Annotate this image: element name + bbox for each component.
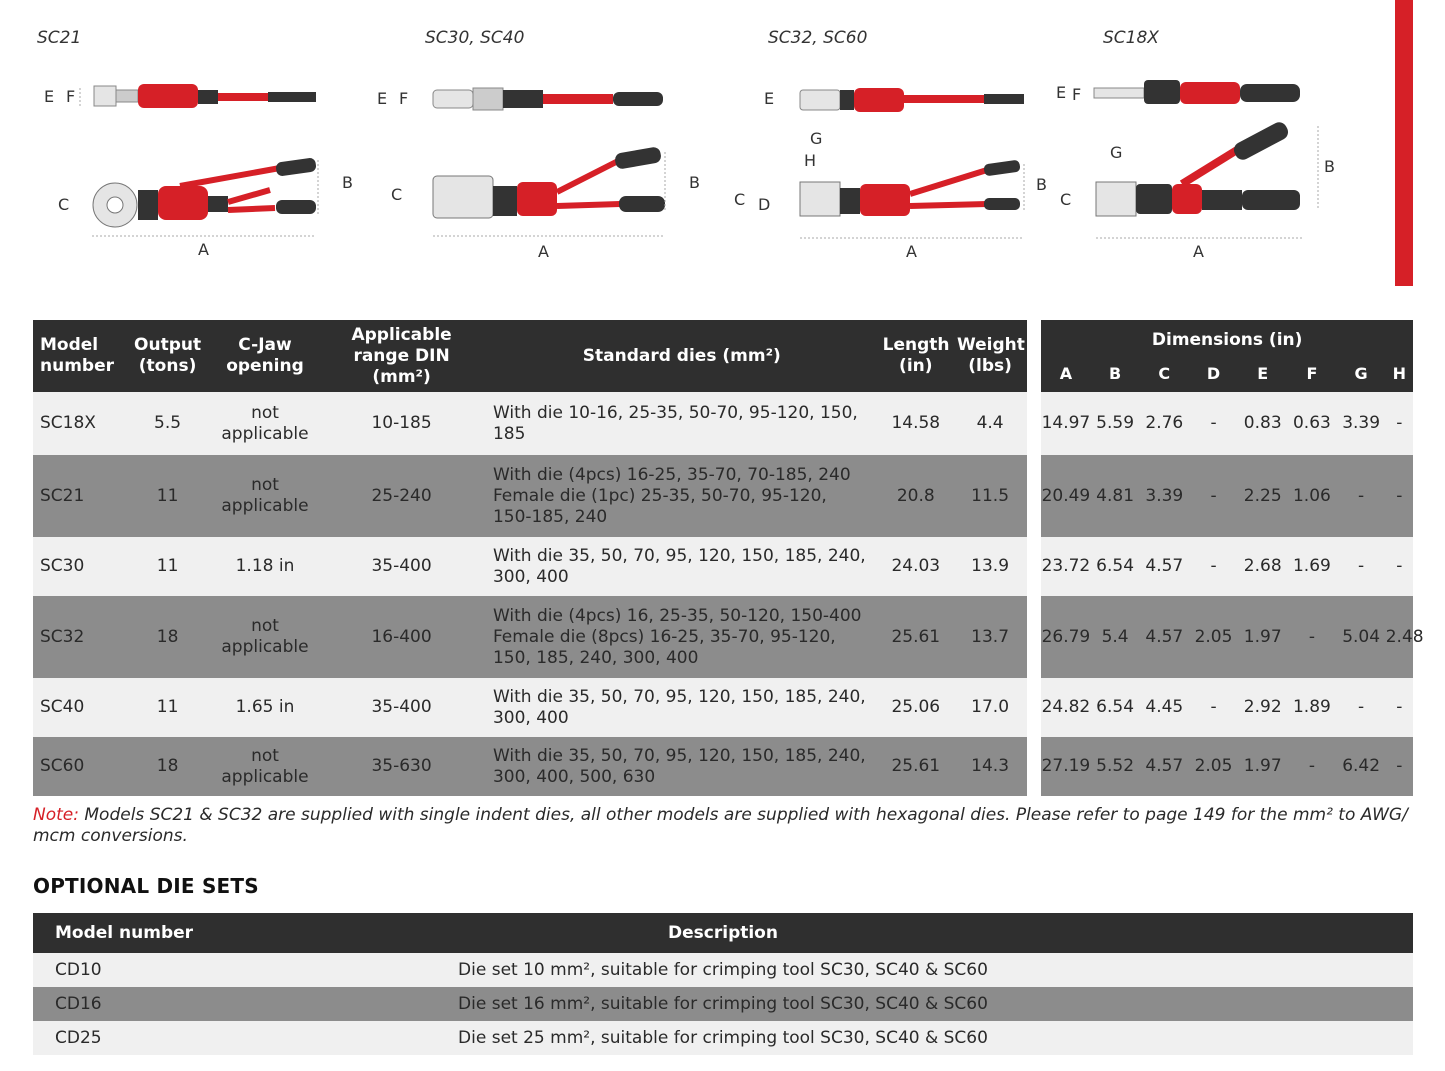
model-cell: SC32 bbox=[33, 596, 123, 678]
dim-f-cell: - bbox=[1287, 737, 1336, 796]
opt-header-description: Description bbox=[333, 913, 1413, 953]
dim-a-cell: 24.82 bbox=[1041, 678, 1090, 737]
dim-h-cell: - bbox=[1386, 455, 1413, 537]
dim-e-cell: 2.25 bbox=[1238, 455, 1287, 537]
dim-d-cell: - bbox=[1189, 678, 1238, 737]
dim-a-cell: 26.79 bbox=[1041, 596, 1090, 678]
header-dimensions: Dimensions (in) bbox=[1041, 320, 1413, 354]
dim-f-cell: 1.69 bbox=[1287, 537, 1336, 596]
header-dim-c: C bbox=[1140, 354, 1189, 392]
dim-letter-a: A bbox=[906, 242, 917, 261]
dim-c-cell: 4.45 bbox=[1140, 678, 1189, 737]
table-row bbox=[33, 596, 1413, 678]
dim-f-cell: 0.63 bbox=[1287, 392, 1336, 455]
dim-letter-a: A bbox=[198, 240, 209, 259]
header-dim-f: F bbox=[1287, 354, 1336, 392]
dim-h-cell: - bbox=[1386, 737, 1413, 796]
dim-d-cell: - bbox=[1189, 392, 1238, 455]
output-cell: 5.5 bbox=[123, 392, 211, 455]
cjaw-cell: 1.65 in bbox=[212, 678, 318, 737]
dim-h-cell: 2.48 bbox=[1386, 596, 1413, 678]
dim-g-cell: 3.39 bbox=[1337, 392, 1386, 455]
tool-label-sc21: SC21 bbox=[37, 28, 82, 48]
dim-letter-e: E bbox=[1056, 83, 1067, 102]
opt-model-cell: CD16 bbox=[33, 987, 333, 1021]
opt-header-model-number: Model number bbox=[33, 913, 333, 953]
tool-label-sc30-sc40: SC30, SC40 bbox=[425, 28, 525, 48]
range-cell: 10-185 bbox=[318, 392, 485, 455]
column-gap bbox=[1027, 737, 1041, 796]
dim-b-cell: 5.4 bbox=[1091, 596, 1140, 678]
range-cell: 35-630 bbox=[318, 737, 485, 796]
length-cell: 24.03 bbox=[879, 537, 953, 596]
dim-letter-g: G bbox=[810, 129, 823, 148]
dim-b-cell: 4.81 bbox=[1091, 455, 1140, 537]
dim-g-cell: 6.42 bbox=[1337, 737, 1386, 796]
dim-letter-b: B bbox=[1036, 175, 1047, 194]
dim-g-cell: - bbox=[1337, 537, 1386, 596]
dim-f-cell: - bbox=[1287, 596, 1336, 678]
dim-letter-f: F bbox=[66, 87, 76, 106]
dim-letter-b: B bbox=[689, 173, 700, 192]
dim-a-cell: 14.97 bbox=[1041, 392, 1090, 455]
dim-c-cell: 4.57 bbox=[1140, 537, 1189, 596]
output-cell: 11 bbox=[123, 537, 211, 596]
dim-letter-f: F bbox=[399, 89, 409, 108]
range-cell: 16-400 bbox=[318, 596, 485, 678]
weight-cell: 14.3 bbox=[953, 737, 1027, 796]
weight-cell: 13.7 bbox=[953, 596, 1027, 678]
dim-c-cell: 4.57 bbox=[1140, 596, 1189, 678]
dim-h-cell: - bbox=[1386, 392, 1413, 455]
range-cell: 25-240 bbox=[318, 455, 485, 537]
opt-model-cell: CD25 bbox=[33, 1021, 333, 1055]
dim-a-cell: 23.72 bbox=[1041, 537, 1090, 596]
header-model-number: Model number bbox=[33, 320, 123, 392]
dim-d-cell: - bbox=[1189, 455, 1238, 537]
table-row bbox=[33, 953, 1413, 987]
model-cell: SC60 bbox=[33, 737, 123, 796]
weight-cell: 4.4 bbox=[953, 392, 1027, 455]
dim-letter-a: A bbox=[538, 242, 549, 261]
accent-bar bbox=[1395, 0, 1413, 286]
length-cell: 20.8 bbox=[879, 455, 953, 537]
note-text: Models SC21 & SC32 are supplied with single indent dies, all other models are supplied with hexagonal dies. Please refer to page 149 for the mm² to AWG/ mcm conversions. bbox=[33, 805, 1408, 846]
dim-e-cell: 2.68 bbox=[1238, 537, 1287, 596]
header-dim-a: A bbox=[1041, 354, 1090, 392]
table-row bbox=[33, 455, 1413, 537]
cjaw-cell: not applicable bbox=[212, 392, 318, 455]
output-cell: 18 bbox=[123, 737, 211, 796]
header-dim-e: E bbox=[1238, 354, 1287, 392]
dim-letter-a: A bbox=[1193, 242, 1204, 261]
header-applicable-range: Applicable range DIN (mm²) bbox=[318, 320, 485, 392]
dim-letter-b: B bbox=[1324, 157, 1335, 176]
dim-a-cell: 20.49 bbox=[1041, 455, 1090, 537]
dim-b-cell: 5.59 bbox=[1091, 392, 1140, 455]
dim-a-cell: 27.19 bbox=[1041, 737, 1090, 796]
tool-drawing-sc30-sc40 bbox=[375, 60, 715, 270]
dim-b-cell: 6.54 bbox=[1091, 537, 1140, 596]
opt-model-cell: CD10 bbox=[33, 953, 333, 987]
table-row bbox=[33, 1021, 1413, 1055]
dies-cell: With die 35, 50, 70, 95, 120, 150, 185, 240, 300, 400 bbox=[485, 537, 879, 596]
length-cell: 14.58 bbox=[879, 392, 953, 455]
cjaw-cell: not applicable bbox=[212, 596, 318, 678]
model-cell: SC18X bbox=[33, 392, 123, 455]
range-cell: 35-400 bbox=[318, 537, 485, 596]
dim-d-cell: 2.05 bbox=[1189, 737, 1238, 796]
table-row bbox=[33, 392, 1413, 455]
table-row bbox=[33, 987, 1413, 1021]
opt-description-cell: Die set 16 mm², suitable for crimping tool SC30, SC40 & SC60 bbox=[333, 987, 1413, 1021]
dim-letter-c: C bbox=[1060, 190, 1072, 209]
output-cell: 11 bbox=[123, 455, 211, 537]
dies-cell: With die 35, 50, 70, 95, 120, 150, 185, 240, 300, 400, 500, 630 bbox=[485, 737, 879, 796]
table-row bbox=[33, 537, 1413, 596]
header-cjaw-opening: C-Jaw opening bbox=[212, 320, 318, 392]
cjaw-cell: 1.18 in bbox=[212, 537, 318, 596]
model-cell: SC40 bbox=[33, 678, 123, 737]
note bbox=[33, 805, 1413, 847]
dim-f-cell: 1.06 bbox=[1287, 455, 1336, 537]
dim-c-cell: 3.39 bbox=[1140, 455, 1189, 537]
dim-letter-e: E bbox=[764, 89, 775, 108]
opt-description-cell: Die set 10 mm², suitable for crimping tool SC30, SC40 & SC60 bbox=[333, 953, 1413, 987]
note-label: Note: bbox=[33, 805, 79, 825]
dies-cell: With die 35, 50, 70, 95, 120, 150, 185, 240, 300, 400 bbox=[485, 678, 879, 737]
spec-table-body bbox=[33, 392, 1424, 796]
column-gap bbox=[1027, 392, 1041, 455]
length-cell: 25.61 bbox=[879, 737, 953, 796]
header-length: Length (in) bbox=[879, 320, 953, 392]
dies-cell: With die (4pcs) 16, 25-35, 50-120, 150-400 Female die (8pcs) 16-25, 35-70, 95-120, 150, 185, 240, 300, 400 bbox=[485, 596, 879, 678]
header-dim-h: H bbox=[1386, 354, 1413, 392]
dies-cell: With die (4pcs) 16-25, 35-70, 70-185, 240 Female die (1pc) 25-35, 50-70, 95-120, 150-185, 240 bbox=[485, 455, 879, 537]
dim-f-cell: 1.89 bbox=[1287, 678, 1336, 737]
dim-letter-f: F bbox=[1072, 85, 1082, 104]
model-cell: SC21 bbox=[33, 455, 123, 537]
dim-letter-c: C bbox=[58, 195, 70, 214]
dim-e-cell: 1.97 bbox=[1238, 596, 1287, 678]
header-dim-b: B bbox=[1091, 354, 1140, 392]
dim-letter-c: C bbox=[734, 190, 746, 209]
spec-table bbox=[33, 320, 1424, 796]
dim-e-cell: 0.83 bbox=[1238, 392, 1287, 455]
column-gap bbox=[1027, 455, 1041, 537]
dim-d-cell: 2.05 bbox=[1189, 596, 1238, 678]
header-dim-d: D bbox=[1189, 354, 1238, 392]
column-gap bbox=[1027, 596, 1041, 678]
column-gap bbox=[1027, 320, 1041, 392]
dim-letter-b: B bbox=[342, 173, 353, 192]
dim-letter-h: H bbox=[804, 151, 817, 170]
header-standard-dies: Standard dies (mm²) bbox=[485, 320, 879, 392]
optional-die-sets-title: OPTIONAL DIE SETS bbox=[33, 874, 259, 898]
dim-b-cell: 5.52 bbox=[1091, 737, 1140, 796]
dim-letter-d: D bbox=[758, 195, 771, 214]
dim-h-cell: - bbox=[1386, 537, 1413, 596]
dim-h-cell: - bbox=[1386, 678, 1413, 737]
dim-e-cell: 2.92 bbox=[1238, 678, 1287, 737]
length-cell: 25.06 bbox=[879, 678, 953, 737]
tool-drawing-sc18x bbox=[1052, 60, 1352, 270]
cjaw-cell: not applicable bbox=[212, 737, 318, 796]
dim-e-cell: 1.97 bbox=[1238, 737, 1287, 796]
range-cell: 35-400 bbox=[318, 678, 485, 737]
output-cell: 18 bbox=[123, 596, 211, 678]
weight-cell: 13.9 bbox=[953, 537, 1027, 596]
table-row bbox=[33, 678, 1413, 737]
dim-g-cell: - bbox=[1337, 678, 1386, 737]
dim-g-cell: - bbox=[1337, 455, 1386, 537]
header-weight: Weight (lbs) bbox=[953, 320, 1027, 392]
weight-cell: 11.5 bbox=[953, 455, 1027, 537]
optional-die-sets-table bbox=[33, 913, 1413, 1055]
dies-cell: With die 10-16, 25-35, 50-70, 95-120, 150, 185 bbox=[485, 392, 879, 455]
dim-letter-e: E bbox=[377, 89, 388, 108]
dim-letter-g: G bbox=[1110, 143, 1123, 162]
length-cell: 25.61 bbox=[879, 596, 953, 678]
dim-letter-c: C bbox=[391, 185, 403, 204]
column-gap bbox=[1027, 678, 1041, 737]
weight-cell: 17.0 bbox=[953, 678, 1027, 737]
opt-description-cell: Die set 25 mm², suitable for crimping tool SC30, SC40 & SC60 bbox=[333, 1021, 1413, 1055]
output-cell: 11 bbox=[123, 678, 211, 737]
cjaw-cell: not applicable bbox=[212, 455, 318, 537]
header-output: Output (tons) bbox=[123, 320, 211, 392]
dim-b-cell: 6.54 bbox=[1091, 678, 1140, 737]
column-gap bbox=[1027, 537, 1041, 596]
dim-c-cell: 4.57 bbox=[1140, 737, 1189, 796]
tool-drawing-sc32-sc60 bbox=[732, 60, 1062, 270]
dim-letter-e: E bbox=[44, 87, 55, 106]
table-row bbox=[33, 737, 1413, 796]
dim-c-cell: 2.76 bbox=[1140, 392, 1189, 455]
dim-g-cell: 5.04 bbox=[1337, 596, 1386, 678]
model-cell: SC30 bbox=[33, 537, 123, 596]
dim-d-cell: - bbox=[1189, 537, 1238, 596]
tool-label-sc32-sc60: SC32, SC60 bbox=[768, 28, 868, 48]
tool-drawing-sc21 bbox=[40, 60, 370, 270]
tool-label-sc18x: SC18X bbox=[1103, 28, 1159, 48]
header-dim-g: G bbox=[1337, 354, 1386, 392]
spec-table-container bbox=[33, 320, 1424, 796]
